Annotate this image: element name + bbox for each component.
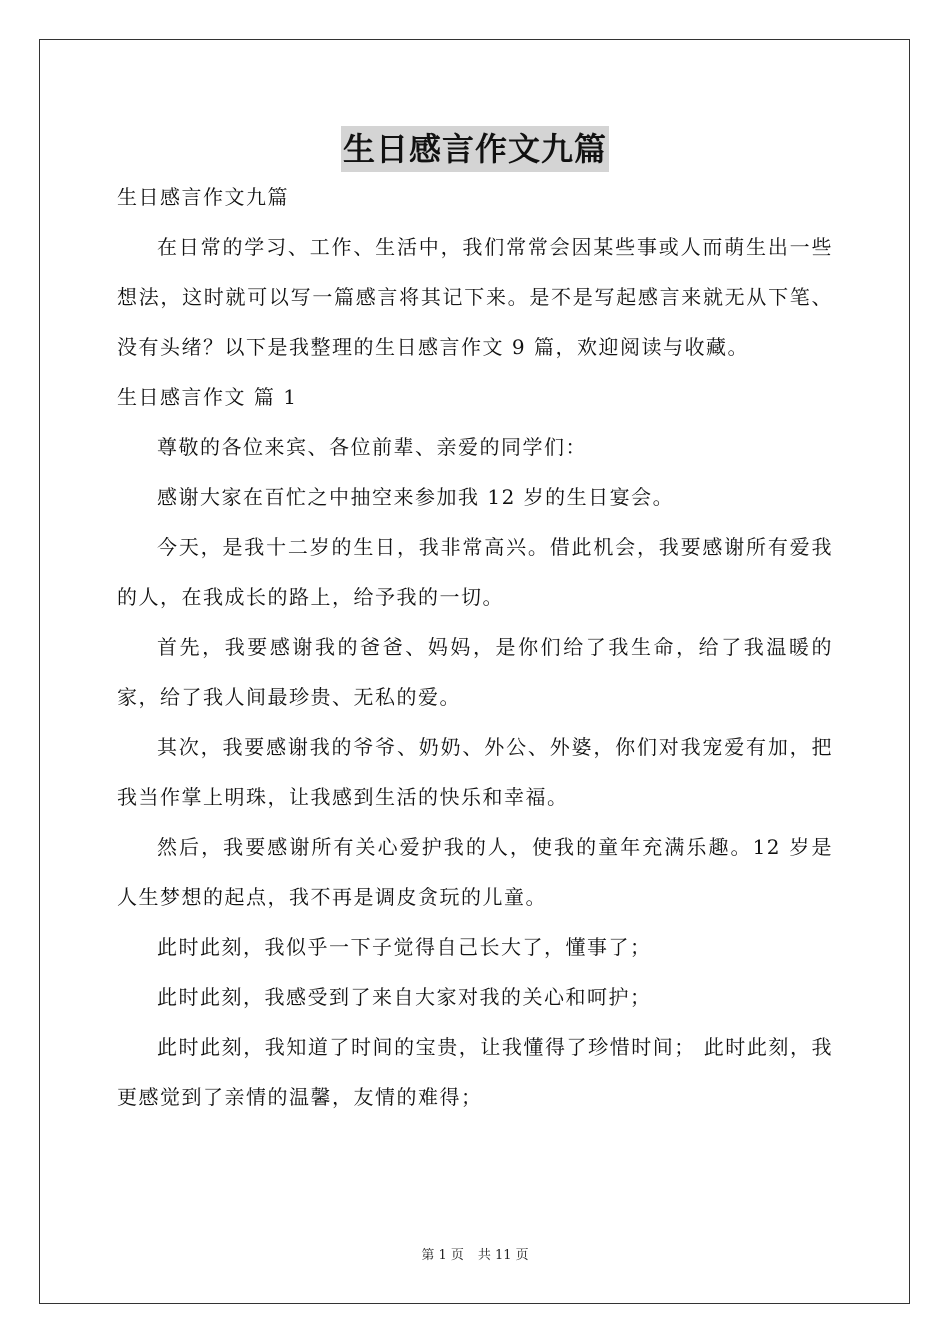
paragraph: 今天，是我十二岁的生日，我非常高兴。借此机会，我要感谢所有爱我的人，在我成长的路上，给予我的一切。: [117, 535, 833, 609]
paragraph: 在日常的学习、工作、生活中，我们常常会因某些事或人而萌生出一些想法，这时就可以写一篇感言将其记下来。是不是写起感言来就无从下笔、没有头绪？以下是我整理的生日感言作文 9 篇，欢迎阅读与收藏。: [117, 235, 833, 359]
paragraph: 尊敬的各位来宾、各位前辈、亲爱的同学们：: [157, 435, 587, 459]
page-total: 共 11 页: [477, 1248, 529, 1263]
paragraph: 此时此刻，我知道了时间的宝贵，让我懂得了珍惜时间； 此时此刻，我更感觉到了亲情的温馨，友情的难得；: [117, 1035, 833, 1109]
document-title: 生日感言作文九篇: [341, 126, 609, 172]
paragraph: 首先，我要感谢我的爸爸、妈妈，是你们给了我生命，给了我温暖的家，给了我人间最珍贵、无私的爱。: [117, 635, 833, 709]
paragraph: 其次，我要感谢我的爷爷、奶奶、外公、外婆，你们对我宠爱有加，把我当作掌上明珠，让我感到生活的快乐和幸福。: [117, 735, 833, 809]
section-heading: 生日感言作文 篇 1: [117, 385, 298, 409]
page-number: 第 1 页: [421, 1248, 464, 1263]
paragraph: 感谢大家在百忙之中抽空来参加我 12 岁的生日宴会。: [157, 485, 675, 509]
document-body: [117, 172, 833, 1122]
paragraph: 生日感言作文九篇: [117, 185, 289, 209]
paragraph: 然后，我要感谢所有关心爱护我的人，使我的童年充满乐趣。12 岁是人生梦想的起点，我不再是调皮贪玩的儿童。: [117, 835, 833, 909]
paragraph: 此时此刻，我感受到了来自大家对我的关心和呵护；: [157, 985, 652, 1009]
paragraph: 此时此刻，我似乎一下子觉得自己长大了，懂事了；: [157, 935, 652, 959]
page-footer: [0, 1246, 950, 1266]
title-container: [0, 126, 950, 172]
